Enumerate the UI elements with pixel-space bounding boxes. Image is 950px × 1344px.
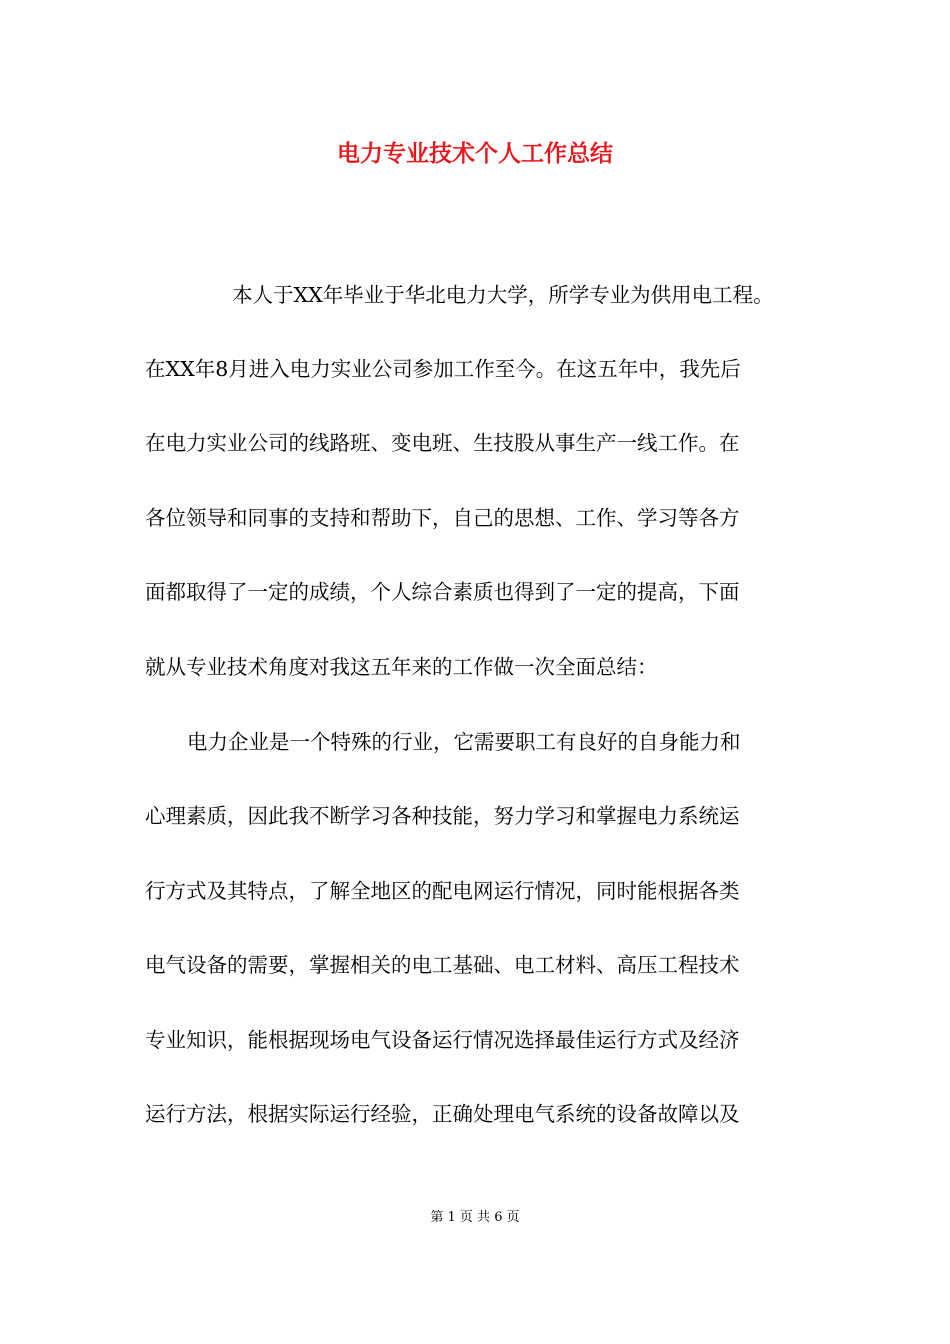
- paragraph-line: 行方式及其特点，了解全地区的配电网运行情况，同时能根据各类: [145, 879, 740, 903]
- paragraph-line: 运行方法，根据实际运行经验，正确处理电气系统的设备故障以及: [145, 1102, 740, 1126]
- paragraph-line: 在电力实业公司的线路班、变电班、生技股从事生产一线工作。在: [145, 431, 740, 455]
- paragraph-line: 本人于XX年毕业于华北电力大学，所学专业为供用电工程。: [232, 283, 774, 307]
- page-number-footer: 第 1 页 共 6 页: [430, 1210, 520, 1225]
- paragraph-line: 各位领导和同事的支持和帮助下，自己的思想、工作、学习等各方: [145, 506, 740, 530]
- paragraph-line: 专业知识，能根据现场电气设备运行情况选择最佳运行方式及经济: [145, 1028, 740, 1052]
- paragraph-line: 在XX年8月进入电力实业公司参加工作至今。在这五年中，我先后: [145, 357, 741, 381]
- paragraph-line: 心理素质，因此我不断学习各种技能，努力学习和掌握电力系统运: [145, 804, 740, 828]
- paragraph-line: 就从专业技术角度对我这五年来的工作做一次全面总结：: [145, 655, 658, 679]
- document-title: 电力专业技术个人工作总结: [337, 140, 613, 167]
- paragraph-line: 电气设备的需要，掌握相关的电工基础、电工材料、高压工程技术: [145, 953, 740, 977]
- paragraph-line: 电力企业是一个特殊的行业，它需要职工有良好的自身能力和: [187, 730, 741, 754]
- paragraph-line: 面都取得了一定的成绩，个人综合素质也得到了一定的提高，下面: [145, 580, 740, 604]
